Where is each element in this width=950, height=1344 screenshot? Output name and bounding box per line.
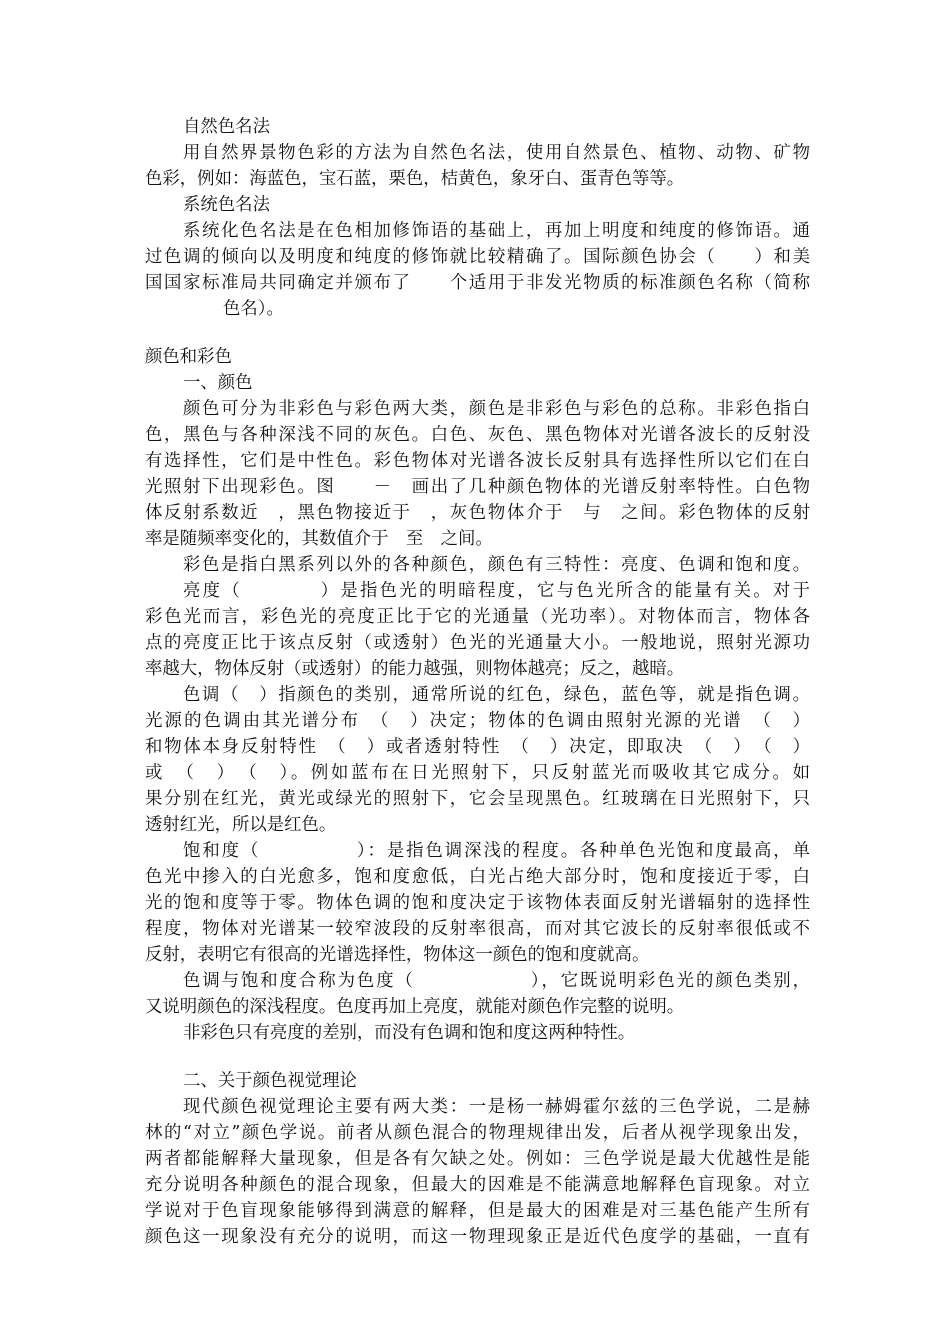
- text-line: 点的亮度正比于该点反射（或透射）色光的光通量大小。一般地说，照射光源功: [145, 633, 810, 653]
- text-line: 体反射系数近 ，黑色物接近于 ，灰色物体介于 与 之间。彩色物体的反射: [145, 503, 810, 523]
- text-line: 两者都能解释大量现象，但是各有欠缺之处。例如：三色学说是最大优越性是能: [145, 1149, 810, 1169]
- text-line: 率越大，物体反射（或透射）的能力越强，则物体越亮；反之，越暗。: [145, 659, 685, 679]
- text-line: 颜色这一现象没有充分的说明，而这一物理现象正是近代色度学的基础，一直有: [145, 1227, 810, 1247]
- text-line: 过色调的倾向以及明度和纯度的修饰就比较精确了。国际颜色协会（ ）和美: [145, 247, 810, 267]
- text-line: 色光中掺入的白光愈多，饱和度愈低，白光占绝大部分时，饱和度接近于零，白: [145, 867, 810, 887]
- text-line: 国国家标准局共同确定并颁布了 个适用于非发光物质的标准颜色名称（简称: [145, 273, 810, 293]
- text-line: 林的“对立”颜色学说。前者从颜色混合的物理规律出发，后者从视学现象出发，: [145, 1123, 810, 1143]
- text-line: 一、颜色: [183, 373, 253, 393]
- text-line: 系统色名法: [183, 195, 270, 215]
- text-line: 自然色名法: [183, 117, 270, 137]
- text-line: 透射红光，所以是红色。: [145, 815, 337, 835]
- text-line: 颜色和彩色: [145, 347, 232, 367]
- text-line: 程度，物体对光谱某一较窄波段的反射率很高，而对其它波长的反射率很低或不: [145, 919, 810, 939]
- text-line: 现代颜色视觉理论主要有两大类：一是杨一赫姆霍尔兹的三色学说，二是赫: [183, 1097, 810, 1117]
- text-line: 充分说明各种颜色的混合现象，但最大的因难是不能满意地解释色盲现象。对立: [145, 1175, 810, 1195]
- text-line: 饱和度（ ）：是指色调深浅的程度。各种单色光饱和度最高，单: [183, 841, 810, 861]
- text-line: 光源的色调由其光谱分布 （ ）决定；物体的色调由照射光源的光谱 （ ）: [145, 711, 810, 731]
- text-line: 色彩，例如：海蓝色，宝石蓝，栗色，桔黄色，象牙白、蛋青色等等。: [145, 169, 685, 189]
- text-line: 率是随频率变化的，其数值介于 至 之间。: [145, 529, 493, 549]
- text-line: 二、关于颜色视觉理论: [183, 1071, 357, 1091]
- text-line: 亮度（ ）是指色光的明暗程度，它与色光所含的能量有关。对于: [183, 581, 810, 601]
- text-line: 反射，表明它有很高的光谱选择性，物体这一颜色的饱和度就高。: [145, 945, 650, 965]
- text-line: 彩色光而言，彩色光的亮度正比于它的光通量（光功率）。对物体而言，物体各: [145, 607, 810, 627]
- text-line: 色调与饱和度合称为色度（ ），它既说明彩色光的颜色类别，: [183, 971, 810, 991]
- text-line: 果分别在红光，黄光或绿光的照射下，它会呈现黑色。红玻璃在日光照射下，只: [145, 789, 810, 809]
- text-line: 学说对于色盲现象能够得到满意的解释，但是最大的困难是对三基色能产生所有: [145, 1201, 810, 1221]
- text-line: 光的饱和度等于零。物体色调的饱和度决定于该物体表面反射光谱辐射的选择性: [145, 893, 810, 913]
- text-line: 色名）。: [223, 299, 284, 319]
- text-line: 彩色是指白黑系列以外的各种颜色，颜色有三特性：亮度、色调和饱和度。: [183, 555, 810, 575]
- text-line: 非彩色只有亮度的差别，而没有色调和饱和度这两种特性。: [183, 1023, 636, 1043]
- text-line: 和物体本身反射特性 （ ）或者透射特性 （ ）决定，即取决 （ ） （ ）: [145, 737, 810, 757]
- text-line: 又说明颜色的深浅程度。色度再加上亮度，就能对颜色作完整的说明。: [145, 997, 685, 1017]
- text-line: 或 （ ） （ ）。例如蓝布在日光照射下，只反射蓝光而吸收其它成分。如: [145, 763, 810, 783]
- text-line: 色，黑色与各种深浅不同的灰色。白色、灰色、黑色物体对光谱各波长的反射没: [145, 425, 810, 445]
- text-line: 色调（ ）指颜色的类别，通常所说的红色，绿色，蓝色等，就是指色调。: [183, 685, 810, 705]
- text-line: 有选择性，它们是中性色。彩色物体对光谱各波长反射具有选择性所以它们在白: [145, 451, 810, 471]
- text-line: 颜色可分为非彩色与彩色两大类，颜色是非彩色与彩色的总称。非彩色指白: [183, 399, 810, 419]
- text-line: 系统化色名法是在色相加修饰语的基础上，再加上明度和纯度的修饰语。通: [183, 221, 810, 241]
- text-line: 用自然界景物色彩的方法为自然色名法，使用自然景色、植物、动物、矿物: [183, 143, 810, 163]
- text-line: 光照射下出现彩色。图 － 画出了几种颜色物体的光谱反射率特性。白色物: [145, 477, 810, 497]
